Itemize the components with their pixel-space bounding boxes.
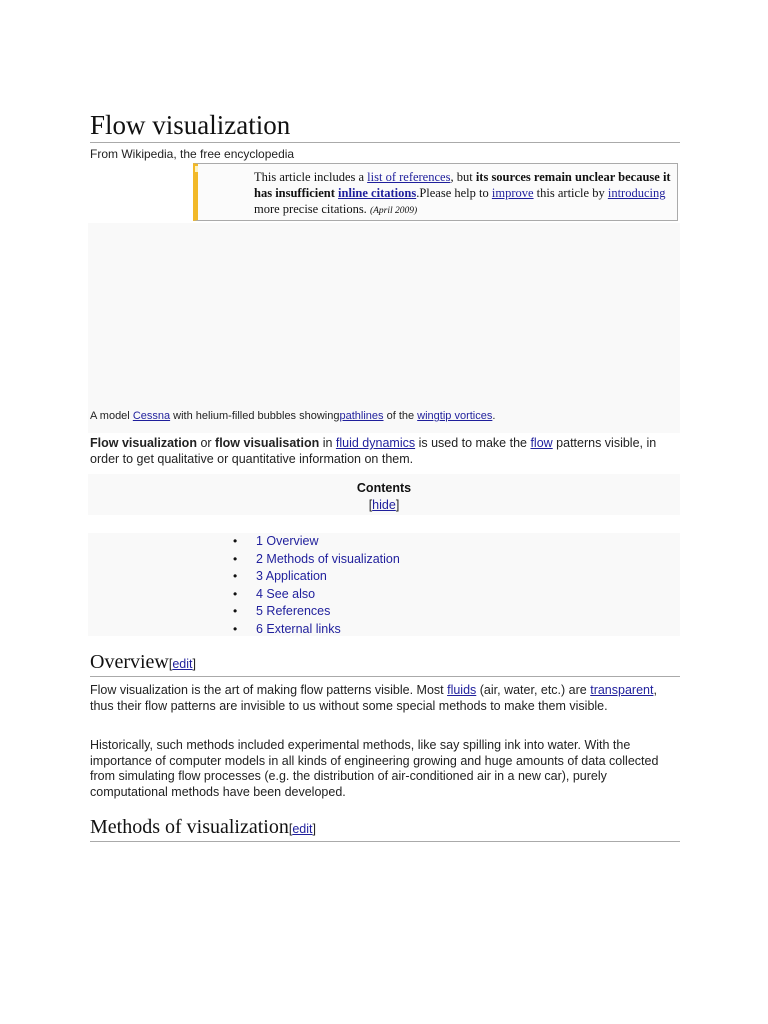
notice-text-4: this article by (533, 186, 608, 200)
section-heading-overview (90, 650, 680, 677)
notice-text-5: more precise citations. (254, 202, 370, 216)
page-subtitle: From Wikipedia, the free encyclopedia (90, 147, 295, 161)
overview-heading-text: Overview (90, 651, 169, 673)
toc-bullet: • (233, 569, 238, 583)
toc-item-methods (88, 551, 400, 569)
caption-text-2: with helium-filled bubbles showing (170, 410, 340, 422)
toc-toggle (88, 498, 680, 512)
caption-text-3: of the (383, 410, 418, 422)
toc-header (88, 474, 680, 515)
toc-item-overview (88, 533, 400, 551)
overview-edit-wrap (169, 657, 196, 671)
toc-bracket-open: [ (368, 498, 373, 512)
bracket-open: [ (288, 822, 293, 836)
methods-edit-wrap (289, 822, 316, 836)
toc-link-references[interactable]: 5 References (256, 604, 331, 618)
overview-edit-link[interactable]: edit (172, 657, 193, 671)
intro-bold-1: Flow visualization (90, 436, 197, 450)
notice-text (254, 169, 674, 219)
toc-title: Contents (356, 481, 412, 495)
wingtip-vortices-link[interactable]: wingtip vortices (417, 410, 493, 422)
overview-p1-text-3: , thus their flow patterns are invisible to us without some special methods to make them visible. (90, 683, 657, 713)
toc-bullet: • (233, 534, 238, 548)
toc-bullet: • (233, 604, 238, 618)
intro-text-4: patterns visible, in order to get qualitative or quantitative information on them. (90, 436, 657, 466)
notice-date: (April 2009) (369, 206, 418, 216)
pathlines-link[interactable]: pathlines (339, 410, 384, 422)
methods-heading-text: Methods of visualization (90, 816, 289, 838)
overview-p1-text-2: (air, water, etc.) are (476, 683, 591, 697)
methods-edit-link[interactable]: edit (292, 822, 313, 836)
overview-paragraph-2: Historically, such methods included experimental methods, like say spilling ink into water. With the importance of computer models in all kinds of engineering growing and huge amounts of data collected from simulating flow processes (e.g. the distribution of air-conditioned air in a new car), purely computational methods have been developed. (90, 738, 659, 799)
intro-text-3: is used to make the (415, 436, 531, 450)
toc-link-external-links[interactable]: 6 External links (256, 621, 341, 636)
intro-paragraph (90, 435, 680, 467)
toc-bullet: • (233, 551, 238, 566)
toc-item-application (88, 568, 400, 586)
toc-link-application[interactable]: 3 Application (256, 569, 327, 583)
toc-link-methods[interactable]: 2 Methods of visualization (256, 551, 400, 566)
notice-bold-text: its sources remain unclear because it has insufficient (254, 170, 671, 200)
inline-citations-label: inline citations (338, 186, 417, 200)
list-of-references-link[interactable]: list of references (367, 170, 451, 184)
toc-link-overview[interactable]: 1 Overview (256, 534, 319, 548)
page-title: Flow visualization (90, 108, 680, 143)
toc-item-see-also (88, 586, 400, 604)
introducing-link[interactable]: introducing (607, 186, 666, 200)
toc-link-see-also[interactable]: 4 See also (256, 586, 316, 601)
caption-text-4: . (492, 410, 496, 422)
toc-list-box (88, 533, 680, 636)
improve-link[interactable]: improve (491, 186, 534, 200)
toc-list (88, 533, 400, 638)
overview-p1-text-1: Flow visualization is the art of making flow patterns visible. Most (90, 683, 448, 697)
notice-text-1: This article includes a (254, 170, 368, 184)
cessna-link[interactable]: Cessna (132, 410, 171, 422)
fluid-dynamics-link[interactable]: fluid dynamics (335, 436, 416, 450)
transparent-link[interactable]: transparent (590, 683, 654, 697)
toc-bullet: • (233, 621, 238, 636)
intro-text-2: in (319, 436, 336, 450)
bracket-close: ] (192, 657, 196, 671)
overview-paragraph-1 (90, 683, 675, 714)
caption-text-1: A model (90, 410, 133, 422)
image-caption (90, 410, 495, 422)
toc-hide-link[interactable]: hide (372, 498, 396, 512)
notice-text-3: .Please help to (416, 186, 492, 200)
toc-bracket-close: ] (395, 498, 400, 512)
bracket-close: ] (312, 822, 316, 836)
citation-notice (193, 163, 678, 221)
fluids-link[interactable]: fluids (447, 683, 477, 697)
section-heading-methods (90, 815, 680, 842)
flow-link[interactable]: flow (530, 436, 553, 450)
intro-text-1: or (196, 436, 216, 450)
toc-bullet: • (233, 586, 238, 601)
notice-text-2: , but (450, 170, 476, 184)
notice-flag-icon (195, 166, 198, 172)
inline-citations-link[interactable] (338, 186, 416, 200)
article-image[interactable] (88, 223, 680, 433)
intro-bold-2: flow visualisation (215, 436, 320, 450)
bracket-open: [ (168, 657, 173, 671)
toc-item-references (88, 603, 400, 621)
toc-item-external-links (88, 621, 400, 639)
